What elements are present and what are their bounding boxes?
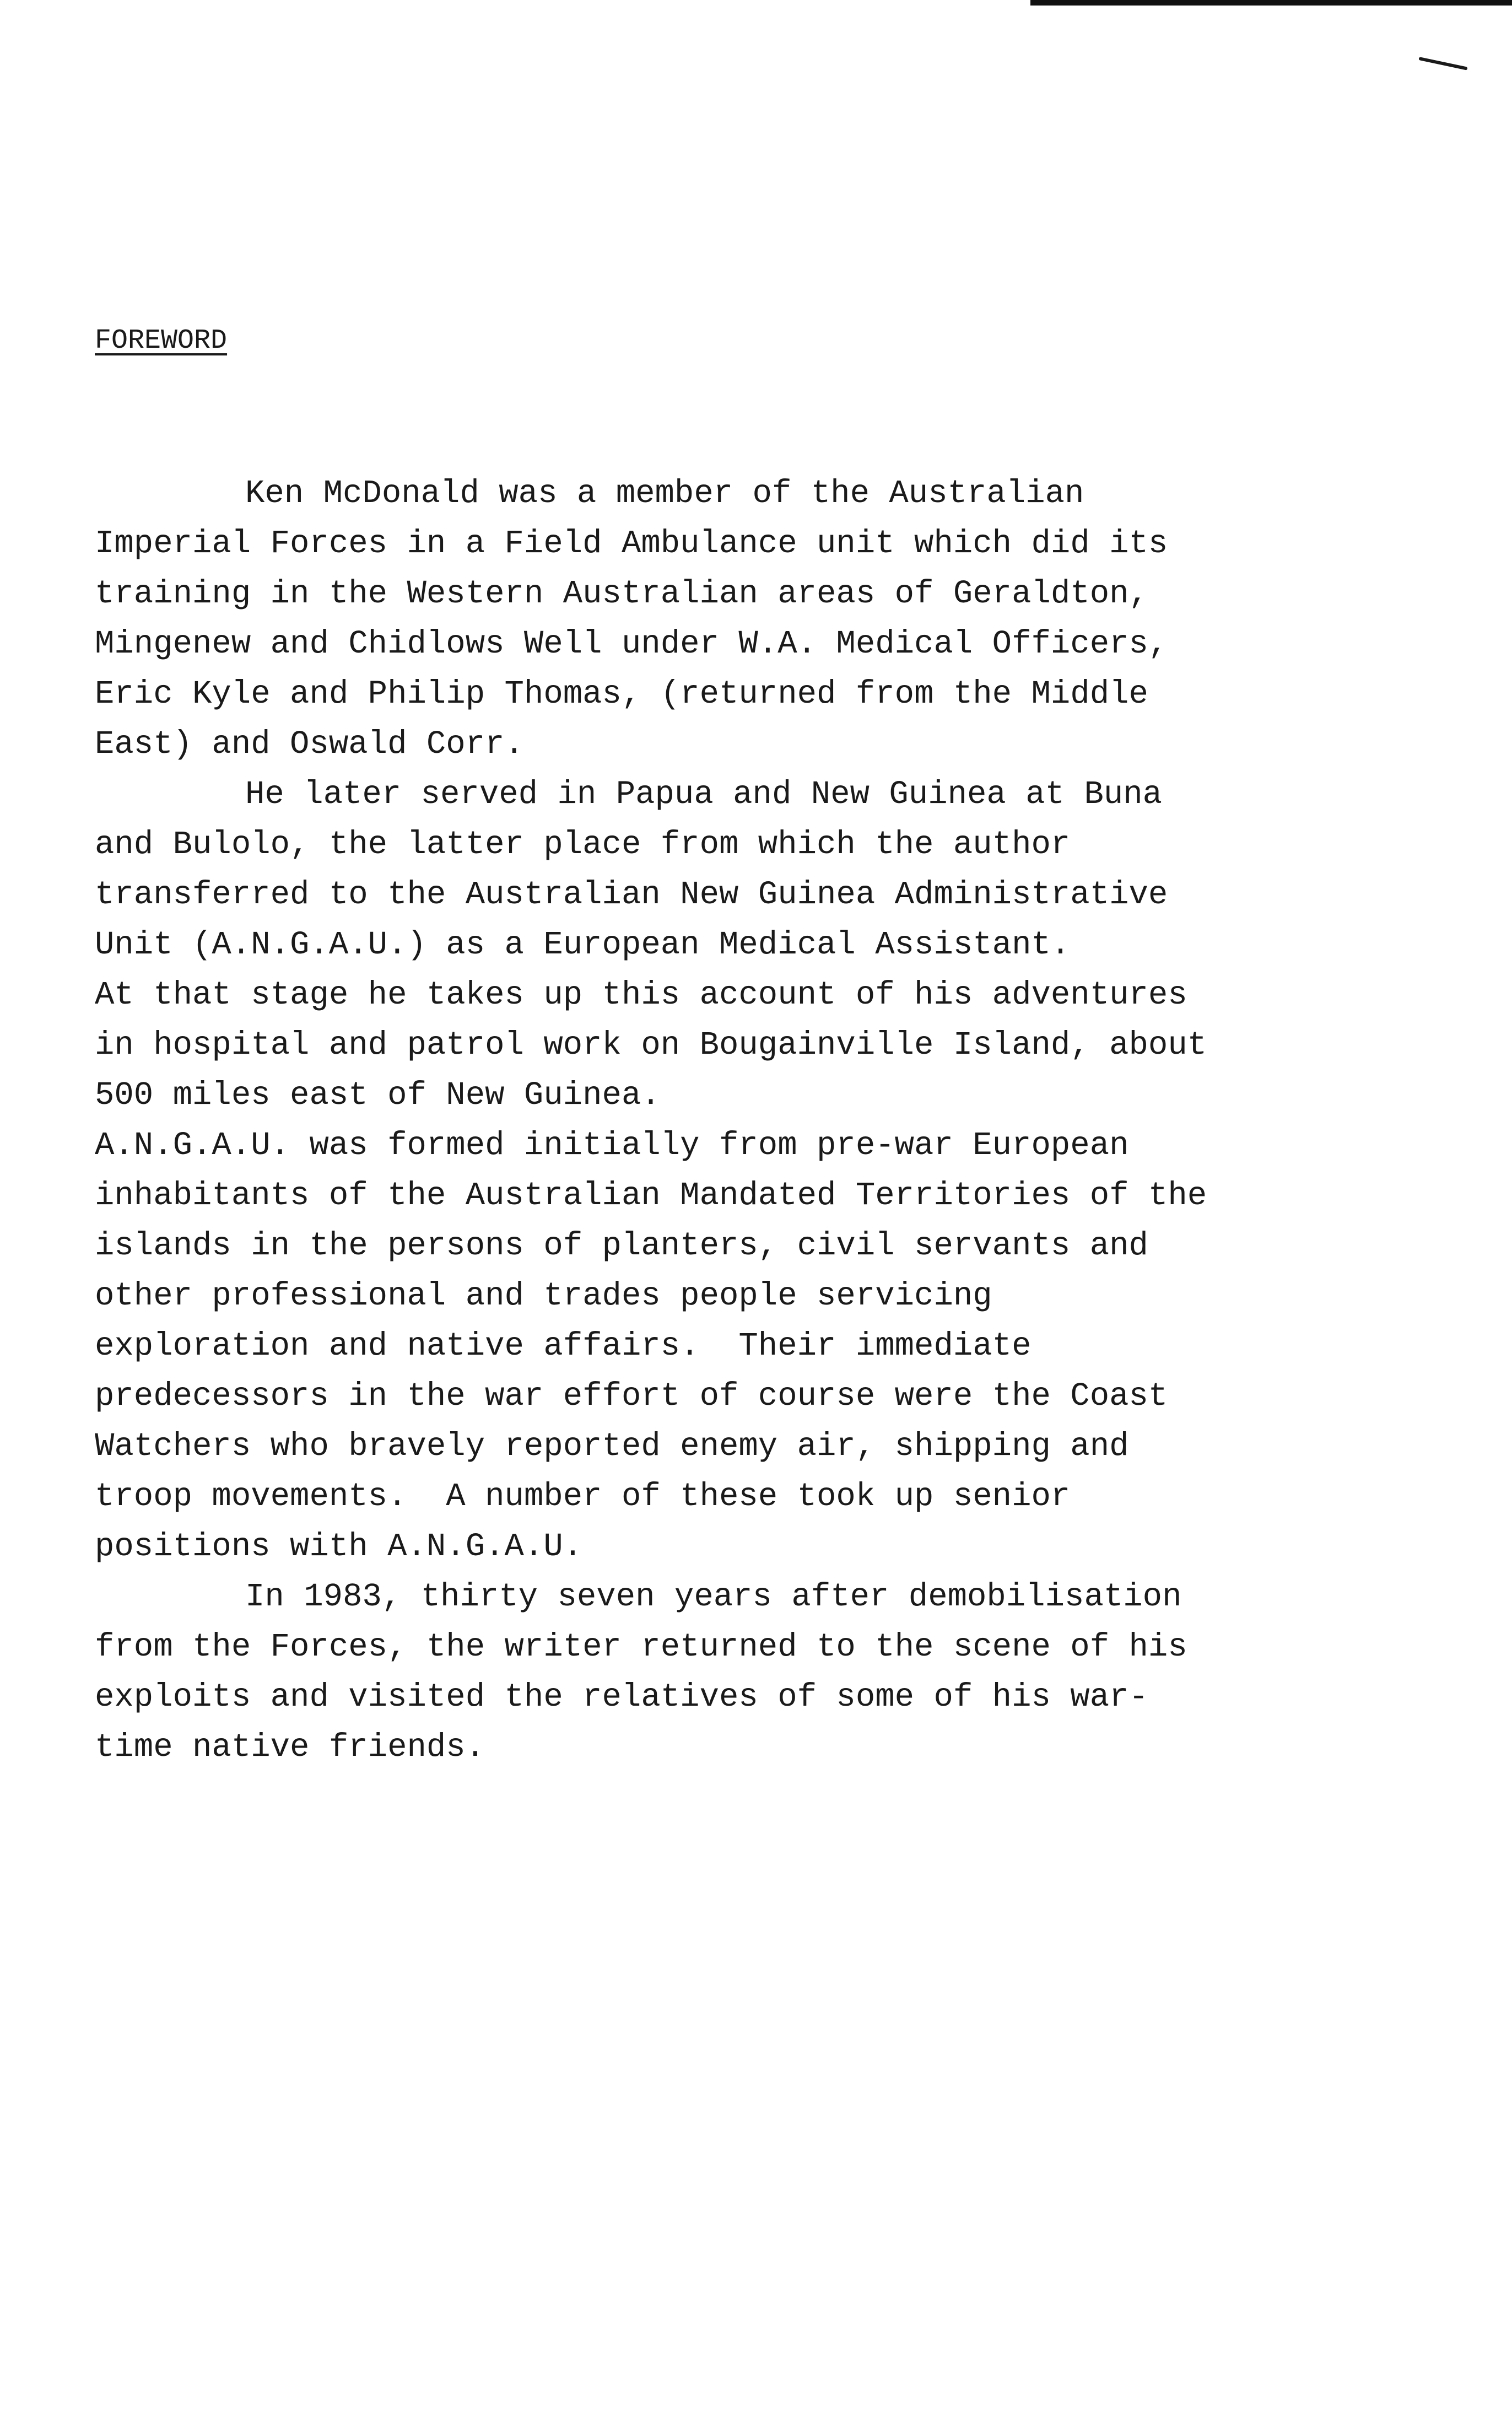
foreword-heading: FOREWORD	[95, 325, 228, 357]
text-line: other professional and trades people servicing	[95, 1277, 992, 1314]
text-line: A.N.G.A.U. was formed initially from pre-war European	[95, 1127, 1129, 1164]
text-line: Imperial Forces in a Field Ambulance unit which did its	[95, 525, 1168, 562]
text-line: in hospital and patrol work on Bougainville Island, about	[95, 1027, 1207, 1064]
text-line: islands in the persons of planters, civil servants and	[95, 1227, 1148, 1264]
text-line: inhabitants of the Australian Mandated Territories of the	[95, 1177, 1207, 1214]
text-line: troop movements. A number of these took up senior	[95, 1478, 1071, 1515]
text-line: East) and Oswald Corr.	[95, 726, 524, 763]
text-line: time native friends.	[95, 1729, 485, 1766]
text-line: Watchers who bravely reported enemy air, shipping and	[95, 1428, 1129, 1465]
text-line: At that stage he takes up this account of his adventures	[95, 977, 1187, 1013]
text-line: exploits and visited the relatives of some of his war-	[95, 1679, 1148, 1716]
text-line: and Bulolo, the latter place from which the author	[95, 826, 1071, 863]
text-line: training in the Western Australian areas of Geraldton,	[95, 575, 1148, 612]
text-line: from the Forces, the writer returned to the scene of his	[95, 1629, 1187, 1665]
text-line: exploration and native affairs. Their immediate	[95, 1328, 1032, 1365]
text-line: In 1983, thirty seven years after demobilisation	[245, 1578, 1182, 1615]
text-line: predecessors in the war effort of course were the Coast	[95, 1378, 1168, 1415]
text-line: Ken McDonald was a member of the Australian	[245, 475, 1084, 512]
text-line: transferred to the Australian New Guinea Administrative	[95, 876, 1168, 913]
text-line: Mingenew and Chidlows Well under W.A. Medical Officers,	[95, 626, 1168, 662]
text-line: Unit (A.N.G.A.U.) as a European Medical Assistant.	[95, 926, 1071, 963]
text-line: 500 miles east of New Guinea.	[95, 1077, 661, 1114]
scan-edge-mark	[1030, 0, 1512, 6]
text-line: Eric Kyle and Philip Thomas, (returned from the Middle	[95, 676, 1148, 713]
text-line: positions with A.N.G.A.U.	[95, 1528, 583, 1565]
text-line: He later served in Papua and New Guinea at Buna	[245, 776, 1163, 813]
pen-mark	[1418, 57, 1467, 71]
